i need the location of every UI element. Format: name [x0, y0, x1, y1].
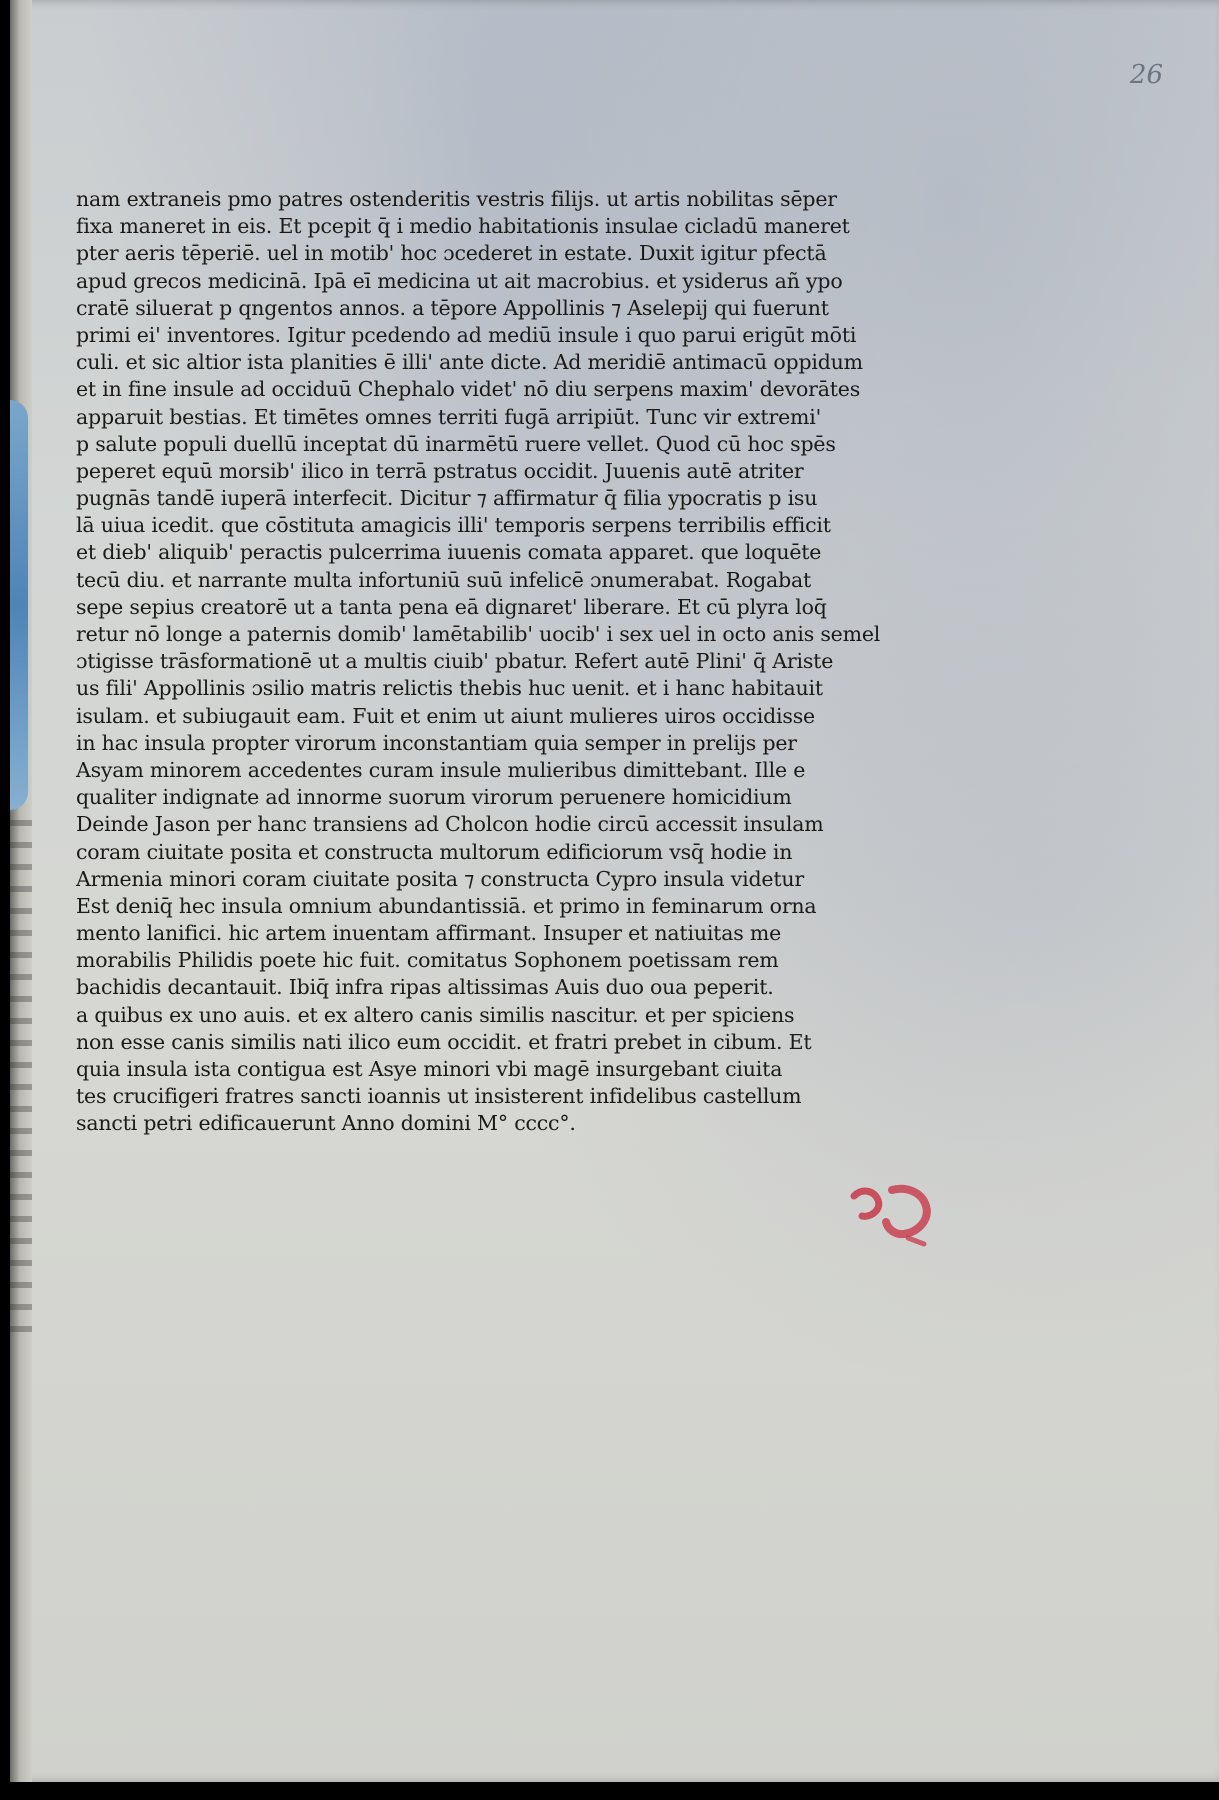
manuscript-leaf	[10, 0, 1219, 1782]
text-line: sancti petri edificauerunt Anno domini M° cccc°.	[76, 1111, 576, 1136]
text-line: et in fine insule ad occiduū Chephalo videt' nō diu serpens maxim' devorātes	[76, 377, 861, 402]
text-line: Asyam minorem accedentes curam insule mulieribus dimittebant. Ille e	[76, 757, 806, 782]
text-line: cratē siluerat p qngentos annos. a tēpore Appollinis ⁊ Aselepij qui fuerunt	[76, 295, 829, 320]
text-line: mento lanifici. hic artem inuentam affirmant. Insuper et natiuitas me	[76, 921, 782, 946]
text-line: pter aeris tēperiē. uel in motib' hoc ɔcederet in estate. Duxit igitur pfectā	[76, 241, 827, 266]
text-line: primi ei' inventores. Igitur pcedendo ad mediū insule i quo parui erigūt mōti	[76, 322, 857, 347]
manuscript-text-block	[76, 186, 976, 1138]
text-line: morabilis Philidis poete hic fuit. comitatus Sophonem poetissam rem	[76, 948, 779, 973]
text-line: sepe sepius creatorē ut a tanta pena eā dignaret' liberare. Et cū plyra loq̄	[76, 594, 827, 619]
text-line: isulam. et subiugauit eam. Fuit et enim ut aiunt mulieres uiros occidisse	[76, 703, 815, 728]
text-line: culi. et sic altior ista planities ē illi' ante dicte. Ad meridiē antimacū oppidum	[76, 350, 863, 375]
text-line: Deinde Jason per hanc transiens ad Cholcon hodie circū accessit insulam	[76, 812, 824, 837]
text-line: qualiter indignate ad innorme suorum virorum peruenere homicidium	[76, 785, 792, 810]
text-line: nam extraneis pmo patres ostenderitis vestris filijs. ut artis nobilitas sēper	[76, 187, 837, 211]
text-line: quia insula ista contigua est Asye minori vbi magē insurgebant ciuita	[76, 1057, 783, 1081]
text-line: bachidis decantauit. Ibiq̄ infra ripas altissimas Auis duo oua peperit.	[76, 975, 774, 1000]
text-line: lā uiua icedit. que cōstituta amagicis illi' temporis serpens terribilis efficit	[76, 513, 831, 538]
text-line: non esse canis similis nati ilico eum occidit. et fratri prebet in cibum. Et	[76, 1029, 812, 1054]
text-line: ɔtigisse trāsformationē ut a multis ciuib' pbatur. Refert autē Plini' q̄ Ariste	[76, 649, 834, 674]
text-line: pugnās tandē iuperā interfecit. Dicitur ⁊ affirmatur q̄ filia ypocratis p isu	[76, 486, 818, 511]
text-line: apparuit bestias. Et timētes omnes territi fugā arripiūt. Tunc vir extremi'	[76, 404, 822, 429]
rubric-mark	[848, 1182, 940, 1248]
scan-bottom-border	[0, 1782, 1219, 1800]
text-line: in hac insula propter virorum inconstantiam quia semper in prelijs per	[76, 730, 797, 755]
text-line: peperet equū morsib' ilico in terrā pstratus occidit. Juuenis autē atriter	[76, 458, 804, 483]
text-line: a quibus ex uno auis. et ex altero canis similis nascitur. et per spiciens	[76, 1002, 795, 1027]
text-line: apud grecos medicinā. Ipā eī medicina ut ait macrobius. et ysiderus añ ypo	[76, 268, 843, 293]
text-line: Est deniq̄ hec insula omnium abundantissiā. et primo in feminarum orna	[76, 893, 817, 918]
folio-number: 26	[1129, 60, 1163, 90]
text-line: fixa maneret in eis. Et pcepit q̄ i medio habitationis insulae cicladū maneret	[76, 214, 850, 239]
text-line: tes crucifigeri fratres sancti ioannis ut insisterent infidelibus castellum	[76, 1084, 802, 1109]
facing-page-text-fragment	[10, 820, 32, 1340]
text-line: us fili' Appollinis ɔsilio matris relictis thebis huc uenit. et i hanc habitauit	[76, 676, 823, 701]
facing-page-illumination	[10, 400, 28, 810]
text-line: retur nō longe a paternis domib' lamētabilib' uocib' i sex uel in octo anis semel	[76, 622, 881, 646]
text-line: tecū diu. et narrante multa infortuniū suū infelicē ɔnumerabat. Rogabat	[76, 567, 812, 592]
text-line: p salute populi duellū inceptat dū inarmētū ruere vellet. Quod cū hoc spēs	[76, 431, 836, 456]
text-line: coram ciuitate posita et constructa multorum edificiorum vsq̄ hodie in	[76, 839, 793, 864]
text-line: et dieb' aliquib' peractis pulcerrima iuuenis comata apparet. que loquēte	[76, 540, 822, 565]
text-line: Armenia minori coram ciuitate posita ⁊ constructa Cypro insula videtur	[76, 866, 804, 891]
